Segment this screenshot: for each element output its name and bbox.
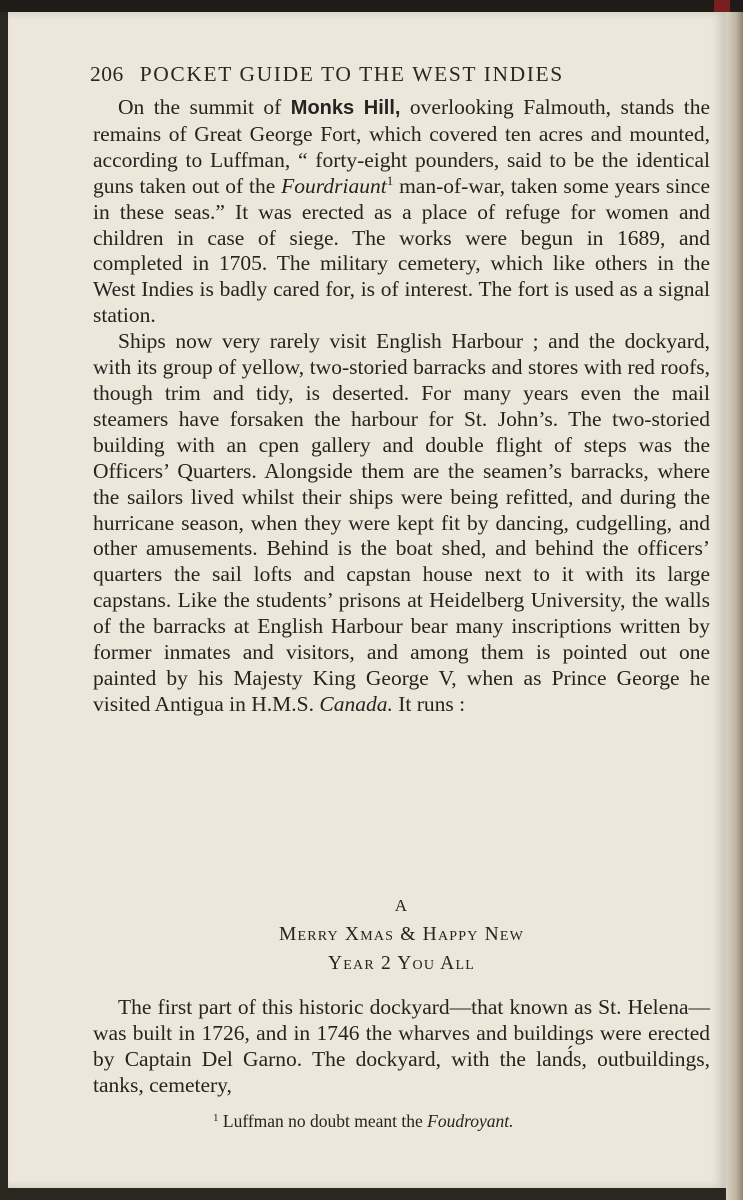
italic-ship-name: Foudroyant. <box>427 1111 514 1131</box>
paragraph-monks-hill <box>93 95 710 329</box>
paragraph-text: It runs : <box>392 691 466 716</box>
inscription-line-1: Merry Xmas & Happy New <box>278 924 525 945</box>
bold-place-name: Monks Hill, <box>290 97 401 119</box>
scan-top-border <box>0 0 743 12</box>
main-text <box>93 95 710 718</box>
footnote-text: Luffman no doubt meant the <box>218 1111 428 1131</box>
italic-ship-name: Fourdriaunt <box>281 173 387 198</box>
paragraph-english-harbour <box>93 329 710 718</box>
paragraph-text: overlooking Falmouth, stands the remains of Great George Fort, which covered ten acres and mounted, according to Luffman, “ forty-eight pounders, said to be the identical guns taken out of the <box>93 95 710 198</box>
running-header <box>90 62 710 87</box>
footnote-reference: 1 <box>386 172 394 188</box>
book-page-edge <box>726 12 743 1200</box>
inscription-line-a: A <box>394 896 409 915</box>
paragraph-dockyard-history: The first part of this historic dockyard—that known as St. Helena—was built in 1726, and in 1746 the wharves and buildings were erected by Captain Del Garno. The dockyard, with the land́s, outbuildings, tanks, cemetery, <box>93 995 710 1097</box>
page-number: 206 <box>90 62 124 86</box>
paragraph-text: Ships now very rarely visit English Harbour ; and the dockyard, with its group of yellow, two-storied barracks and stores with red roofs, though trim and tidy, is deserted. For many years even the mail steamers have forsaken the harbour for St. John’s. The two-storied building with an cpen gallery and double flight of steps was the Officers’ Quarters. Alongside them are the seamen’s barracks, where the sailors lived whilst their ships were being refitted, and during the hurricane season, when they were kept fit by dancing, cudgelling, and other amusements. Behind is the boat shed, and behind the officers’ quarters the sail lofts and capstan house next to it with its large capstans. Like the students’ prisons at Heidelberg University, the walls of the barracks at English Harbour bear many inscriptions written by former inmates and visitors, and among them is pointed out one painted by his Majesty King George V, when as Prince George he visited Antigua in H.M.S. <box>93 329 710 716</box>
main-text-continued <box>93 995 710 1099</box>
footnote <box>93 1111 710 1132</box>
paragraph-text: On the summit of <box>118 95 291 119</box>
paragraph-text: man-of-war, taken some years since in these seas.” It was erected as a place of refuge for women and children in case of siege. The works were begun in 1689, and completed in 1705. The military cemetery, which like others in the West Indies is badly cared for, is of interest. The fort is used as a signal station. <box>93 173 711 328</box>
footnote-marker: 1 <box>213 1112 219 1124</box>
running-title: POCKET GUIDE TO THE WEST INDIES <box>139 62 564 86</box>
inscription-line-2: Year 2 You All <box>328 953 475 974</box>
italic-ship-name: Canada. <box>319 691 393 716</box>
scan-ribbon-marker <box>714 0 730 12</box>
